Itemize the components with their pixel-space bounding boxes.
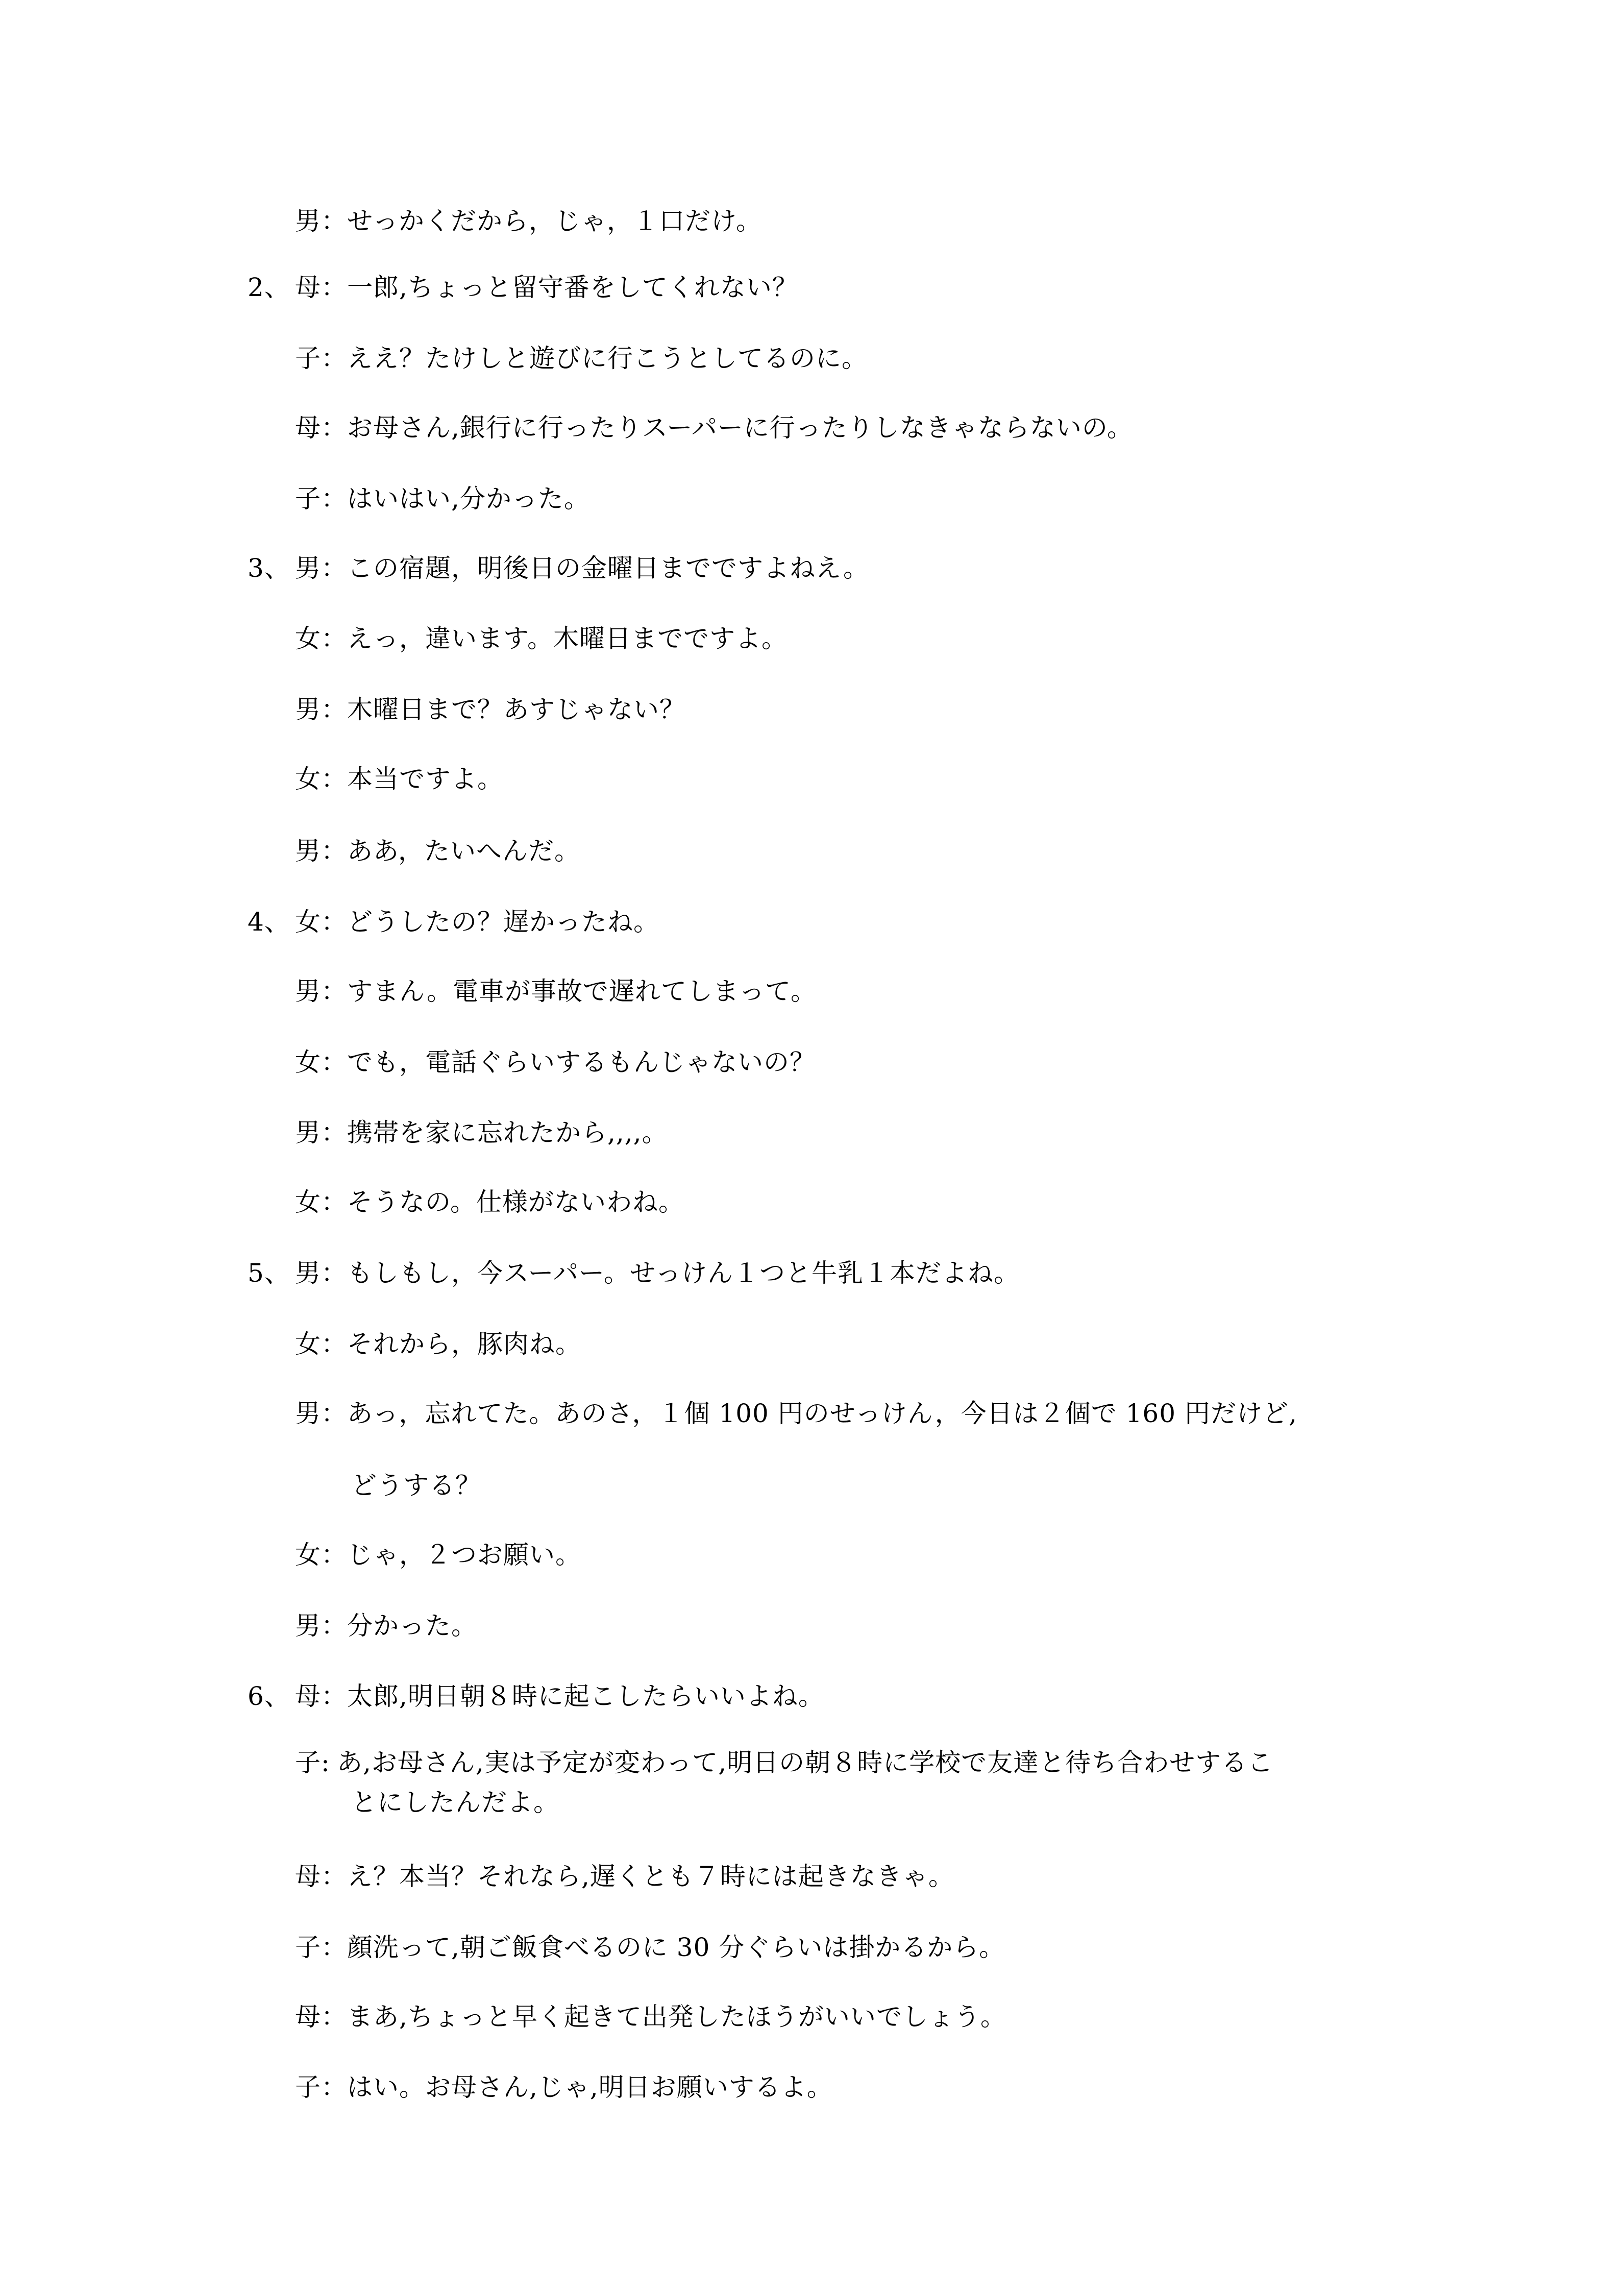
speaker-label: 子： — [295, 484, 347, 514]
line-text: 顔洗って,朝ご飯食べるのに 30 分ぐらいは掛かるから。 — [347, 1933, 1005, 1962]
line-text: でも，電話ぐらいするもんじゃないの？ — [347, 1047, 816, 1077]
line-text: 携帯を家に忘れたから,,,,。 — [347, 1118, 668, 1147]
line-text: まあ,ちょっと早く起きて出発したほうがいいでしょう。 — [347, 2002, 1006, 2032]
speaker-label: 男： — [295, 1611, 347, 1641]
line-text: 分かった。 — [347, 1611, 477, 1641]
speaker-label: 子： — [295, 1933, 347, 1962]
line-text: あっ，忘れてた。あのさ，１個 100 円のせっけん，今日は２個で 160 円だけど, — [347, 1399, 1297, 1428]
speaker-label: 男： — [295, 1399, 347, 1428]
line-text: 木曜日まで？あすじゃない？ — [347, 695, 685, 724]
dialogue-number: 5、 — [248, 1258, 290, 1288]
line-text: えっ，違います。木曜日までですよ。 — [347, 624, 788, 653]
speaker-label: 女： — [295, 1187, 347, 1217]
line-text: そうなの。仕様がないわね。 — [347, 1187, 684, 1217]
speaker-label: 男： — [295, 976, 347, 1006]
line-text: はいはい,分かった。 — [347, 484, 590, 514]
line-text: すまん。電車が事故で遅れてしまって。 — [347, 976, 817, 1006]
line-text: せっかくだから，じゃ，１口だけ。 — [347, 206, 762, 236]
dialogue-number: 4、 — [248, 907, 290, 937]
speaker-label: 女： — [295, 1540, 347, 1570]
speaker-label: 男： — [295, 695, 347, 724]
line-text: 本当ですよ。 — [347, 764, 503, 794]
line-text: どうする？ — [351, 1471, 481, 1500]
line-text: とにしたんだよ。 — [351, 1788, 559, 1817]
line-text: 太郎,明日朝８時に起こしたらいいよね。 — [347, 1681, 824, 1711]
line-text: ええ？たけしと遊びに行こうとしてるのに。 — [347, 344, 868, 373]
line-text: あ,お母さん,実は予定が変わって,明日の朝８時に学校で友達と待ち合わせするこ — [337, 1748, 1274, 1777]
line-text: はい。お母さん,じゃ,明日お願いするよ。 — [347, 2072, 833, 2102]
speaker-label: 子: — [295, 1748, 330, 1777]
speaker-label: 子： — [295, 2072, 347, 2102]
speaker-label: 男： — [295, 1118, 347, 1147]
speaker-label: 母： — [295, 2002, 347, 2032]
speaker-label: 男： — [295, 836, 347, 866]
line-text: それから，豚肉ね。 — [347, 1329, 581, 1359]
speaker-label: 母： — [295, 413, 347, 443]
speaker-label: 女： — [295, 764, 347, 794]
speaker-label: 男： — [295, 553, 347, 583]
line-text: ああ，たいへんだ。 — [347, 836, 580, 866]
speaker-label: 母： — [295, 273, 347, 302]
line-text: じゃ，２つお願い。 — [347, 1540, 581, 1570]
speaker-label: 女： — [295, 624, 347, 653]
line-text: この宿題，明後日の金曜日までですよねえ。 — [347, 553, 869, 583]
dialogue-number: 6、 — [248, 1681, 290, 1711]
line-text: もしもし，今スーパー。せっけん１つと牛乳１本だよね。 — [347, 1258, 1020, 1288]
line-text: 一郎,ちょっと留守番をしてくれない？ — [347, 273, 798, 302]
dialogue-number: 3、 — [248, 553, 290, 583]
speaker-label: 母： — [295, 1681, 347, 1711]
speaker-label: 女： — [295, 907, 347, 937]
line-text: お母さん,銀行に行ったりスーパーに行ったりしなきゃならないの。 — [347, 413, 1133, 443]
speaker-label: 女： — [295, 1047, 347, 1077]
line-text: どうしたの？遅かったね。 — [347, 907, 659, 937]
speaker-label: 子： — [295, 344, 347, 373]
dialogue-number: 2、 — [248, 273, 290, 302]
speaker-label: 男： — [295, 206, 347, 236]
speaker-label: 男： — [295, 1258, 347, 1288]
speaker-label: 母： — [295, 1862, 347, 1891]
speaker-label: 女： — [295, 1329, 347, 1359]
line-text: え？本当？それなら,遅くとも７時には起きなきゃ。 — [347, 1862, 954, 1891]
